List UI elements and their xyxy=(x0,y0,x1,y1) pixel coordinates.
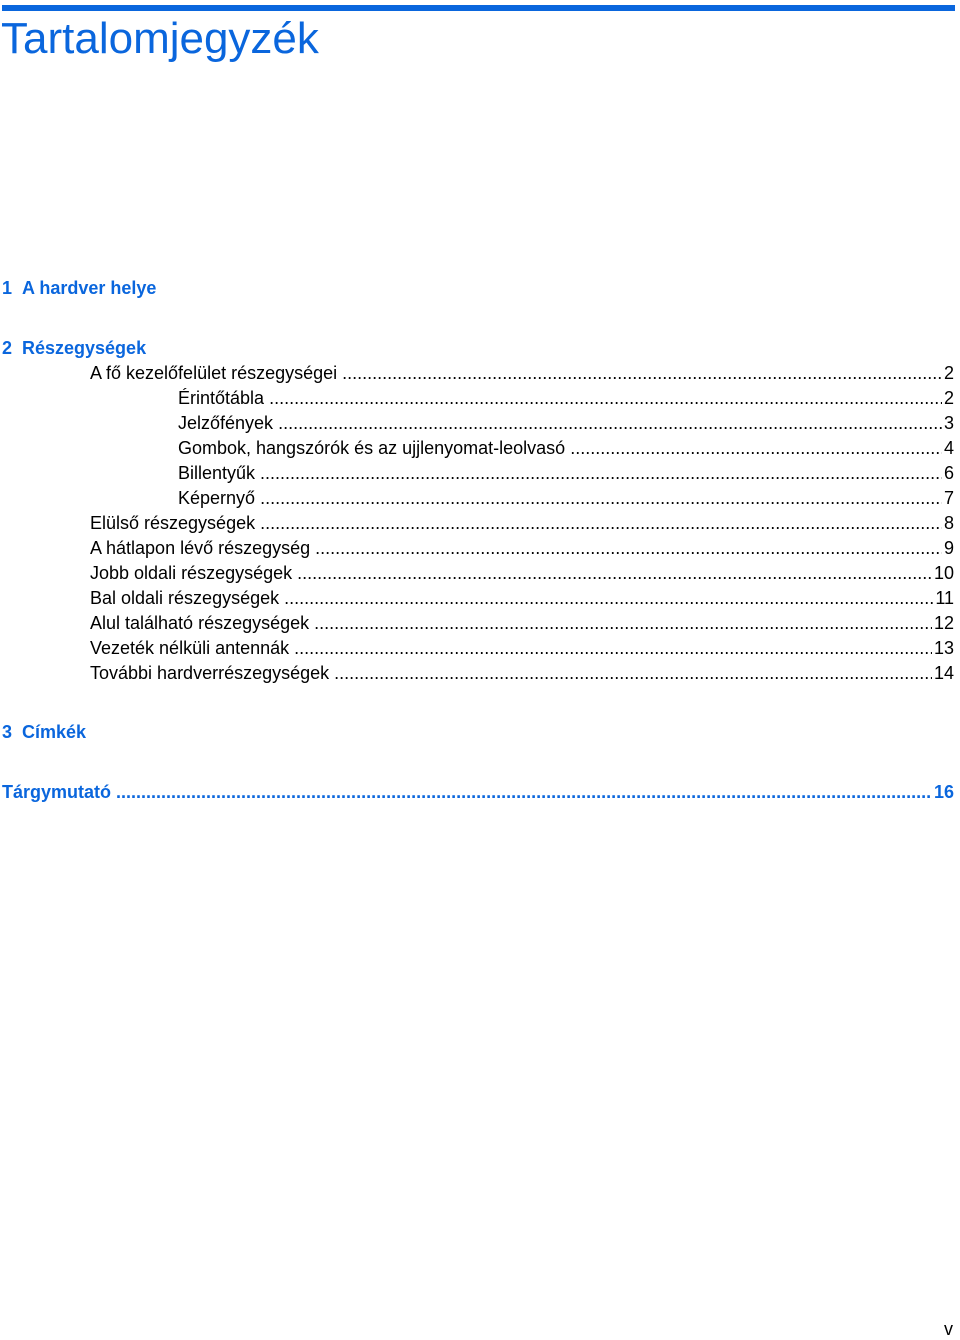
toc-entry-page: 11 xyxy=(935,588,954,608)
toc-entry[interactable] xyxy=(90,537,954,559)
dot-leader xyxy=(342,362,942,384)
toc-entry[interactable] xyxy=(90,562,954,584)
page-number: v xyxy=(944,1319,953,1339)
chapter-title: A hardver helye xyxy=(22,278,157,298)
toc-entry-page: 9 xyxy=(943,538,954,558)
toc-chapter-1[interactable] xyxy=(2,277,156,299)
chapter-number: 1 xyxy=(2,278,13,298)
dot-leader xyxy=(260,462,942,484)
toc-entry-label: Érintőtábla xyxy=(178,388,265,408)
toc-entry-page: 6 xyxy=(943,463,954,483)
toc-entry-label: Elülső részegységek xyxy=(90,513,256,533)
page-title: Tartalomjegyzék xyxy=(1,14,319,63)
toc-entry-page: 8 xyxy=(943,513,954,533)
toc-entry[interactable] xyxy=(178,462,954,484)
toc-index-entry[interactable] xyxy=(2,781,954,803)
toc-entry-label: Alul található részegységek xyxy=(90,613,310,633)
toc-entry[interactable] xyxy=(90,662,954,684)
toc-entry[interactable] xyxy=(90,587,954,609)
dot-leader xyxy=(294,637,932,659)
toc-entry-page: 14 xyxy=(933,663,954,683)
toc-entry-label: Billentyűk xyxy=(178,463,256,483)
toc-entry-label: Jobb oldali részegységek xyxy=(90,563,293,583)
dot-leader xyxy=(570,437,942,459)
toc-entry-label: Vezeték nélküli antennák xyxy=(90,638,290,658)
toc-chapter-3[interactable] xyxy=(2,721,86,743)
toc-entry[interactable] xyxy=(90,612,954,634)
toc-chapter-2[interactable] xyxy=(2,337,146,359)
toc-entry[interactable] xyxy=(90,512,954,534)
dot-leader xyxy=(284,587,933,609)
toc-entry[interactable] xyxy=(178,487,954,509)
toc-entry-page: 3 xyxy=(943,413,954,433)
title-rule xyxy=(2,5,955,11)
toc-entry-page: 10 xyxy=(933,563,954,583)
dot-leader xyxy=(260,512,942,534)
toc-entry-label: Gombok, hangszórók és az ujjlenyomat-leolvasó xyxy=(178,438,566,458)
dot-leader xyxy=(260,487,942,509)
toc-entry-label: Jelzőfények xyxy=(178,413,274,433)
toc-entry-label: Képernyő xyxy=(178,488,256,508)
toc-entry-page: 7 xyxy=(943,488,954,508)
toc-entry-label: További hardverrészegységek xyxy=(90,663,330,683)
toc-entry[interactable] xyxy=(178,387,954,409)
dot-leader xyxy=(116,781,932,803)
dot-leader xyxy=(314,612,932,634)
chapter-title: Címkék xyxy=(22,722,87,742)
dot-leader xyxy=(269,387,942,409)
toc-entry-label: Bal oldali részegységek xyxy=(90,588,280,608)
toc-entry[interactable] xyxy=(178,437,954,459)
toc-entry-page: 2 xyxy=(943,363,954,383)
dot-leader xyxy=(315,537,942,559)
toc-entry-page: 2 xyxy=(943,388,954,408)
toc-entry-page: 16 xyxy=(933,782,954,802)
toc-entry[interactable] xyxy=(90,637,954,659)
toc-entry-page: 12 xyxy=(933,613,954,633)
toc-entry[interactable] xyxy=(178,412,954,434)
toc-entry-label: A fő kezelőfelület részegységei xyxy=(90,363,338,383)
dot-leader xyxy=(334,662,932,684)
toc-entry[interactable] xyxy=(90,362,954,384)
toc-entry-label: Tárgymutató xyxy=(2,782,112,802)
toc-entry-page: 4 xyxy=(943,438,954,458)
dot-leader xyxy=(297,562,932,584)
chapter-number: 2 xyxy=(2,338,13,358)
toc-entry-label: A hátlapon lévő részegység xyxy=(90,538,311,558)
toc-entry-page: 13 xyxy=(933,638,954,658)
dot-leader xyxy=(278,412,942,434)
chapter-title: Részegységek xyxy=(22,338,147,358)
chapter-number: 3 xyxy=(2,722,13,742)
